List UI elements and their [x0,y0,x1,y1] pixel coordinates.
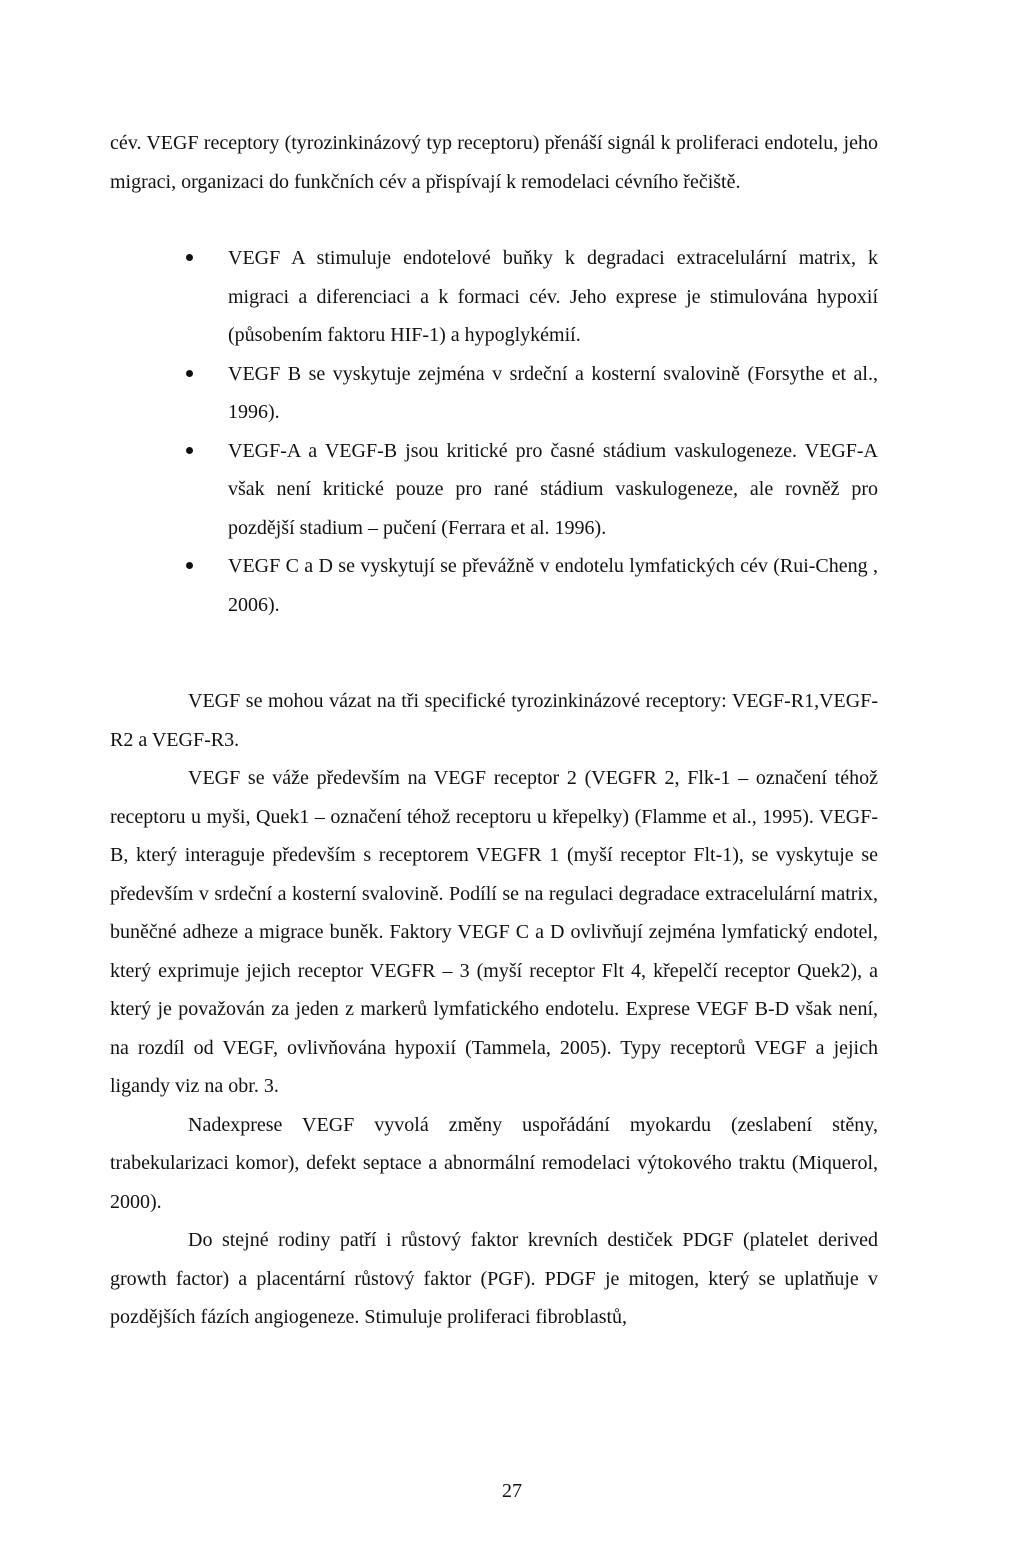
bullet-dot-icon [186,370,193,377]
spacer [110,624,878,682]
body-paragraph: Do stejné rodiny patří i růstový faktor krevních destiček PDGF (platelet derived growth factor) a placentární růstový faktor (PGF). PDGF je mitogen, který se uplatňuje v pozdějších fázích angiogeneze. Stimuluje proliferaci fibroblastů, [110,1229,878,1328]
bullet-dot-icon [186,254,193,261]
body-paragraph: VEGF se mohou vázat na tři specifické tyrozinkinázové receptory: VEGF-R1,VEGF-R2 a VEGF-R3. [110,690,878,751]
intro-paragraph: cév. VEGF receptory (tyrozinkinázový typ receptoru) přenáší signál k proliferaci endotelu, jeho migraci, organizaci do funkčních cév a přispívají k remodelaci cévního řečiště. [110,132,878,193]
list-item [110,355,878,432]
list-item [110,432,878,548]
list-item-text: VEGF-A a VEGF-B jsou kritické pro časné stádium vaskulogeneze. VEGF-A však není kritické pouze pro rané stádium vaskulogeneze, ale rovněž pro pozdější stadium – pučení (Ferrara et al. 1996). [228,439,878,539]
vegf-types-list [110,239,878,624]
spacer [110,201,878,239]
list-item [110,239,878,355]
list-item-text: VEGF C a D se vyskytují se převážně v endotelu lymfatických cév (Rui-Cheng , 2006). [228,555,878,616]
bullet-dot-icon [186,562,193,569]
list-item-text: VEGF B se vyskytuje zejména v srdeční a kosterní svalovině (Forsythe et al., 1996). [228,362,878,423]
document-page [110,124,878,1337]
body-paragraph: Nadexprese VEGF vyvolá změny uspořádání myokardu (zeslabení stěny, trabekularizaci komor), defekt septace a abnormální remodelaci výtokového traktu (Miquerol, 2000). [110,1113,878,1213]
list-item-text: VEGF A stimuluje endotelové buňky k degradaci extracelulární matrix, k migraci a diferenciaci a k formaci cév. Jeho exprese je stimulována hypoxií (působením faktoru HIF-1) a hypoglykémií. [228,247,878,346]
page-number: 27 [502,1480,522,1502]
list-item [110,547,878,624]
bullet-dot-icon [186,447,193,454]
body-paragraph: VEGF se váže především na VEGF receptor 2 (VEGFR 2, Flk-1 – označení téhož receptoru u myši, Quek1 – označení téhož receptoru u křepelky) (Flamme et al., 1995). VEGF-B, který interaguje především s receptorem VEGFR 1 (myší receptor Flt-1), se vyskytuje se především v srdeční a kosterní svalovině. Podílí se na regulaci degradace extracelulární matrix, buněčné adheze a migrace buněk. Faktory VEGF C a D ovlivňují zejména lymfatický endotel, který exprimuje jejich receptor VEGFR – 3 (myší receptor Flt 4, křepelčí receptor Quek2), a který je považován za jeden z markerů lymfatického endotelu. Exprese VEGF B-D však není, na rozdíl od VEGF, ovlivňována hypoxií (Tammela, 2005). Typy receptorů VEGF a jejich ligandy viz na obr. 3. [110,767,878,1097]
